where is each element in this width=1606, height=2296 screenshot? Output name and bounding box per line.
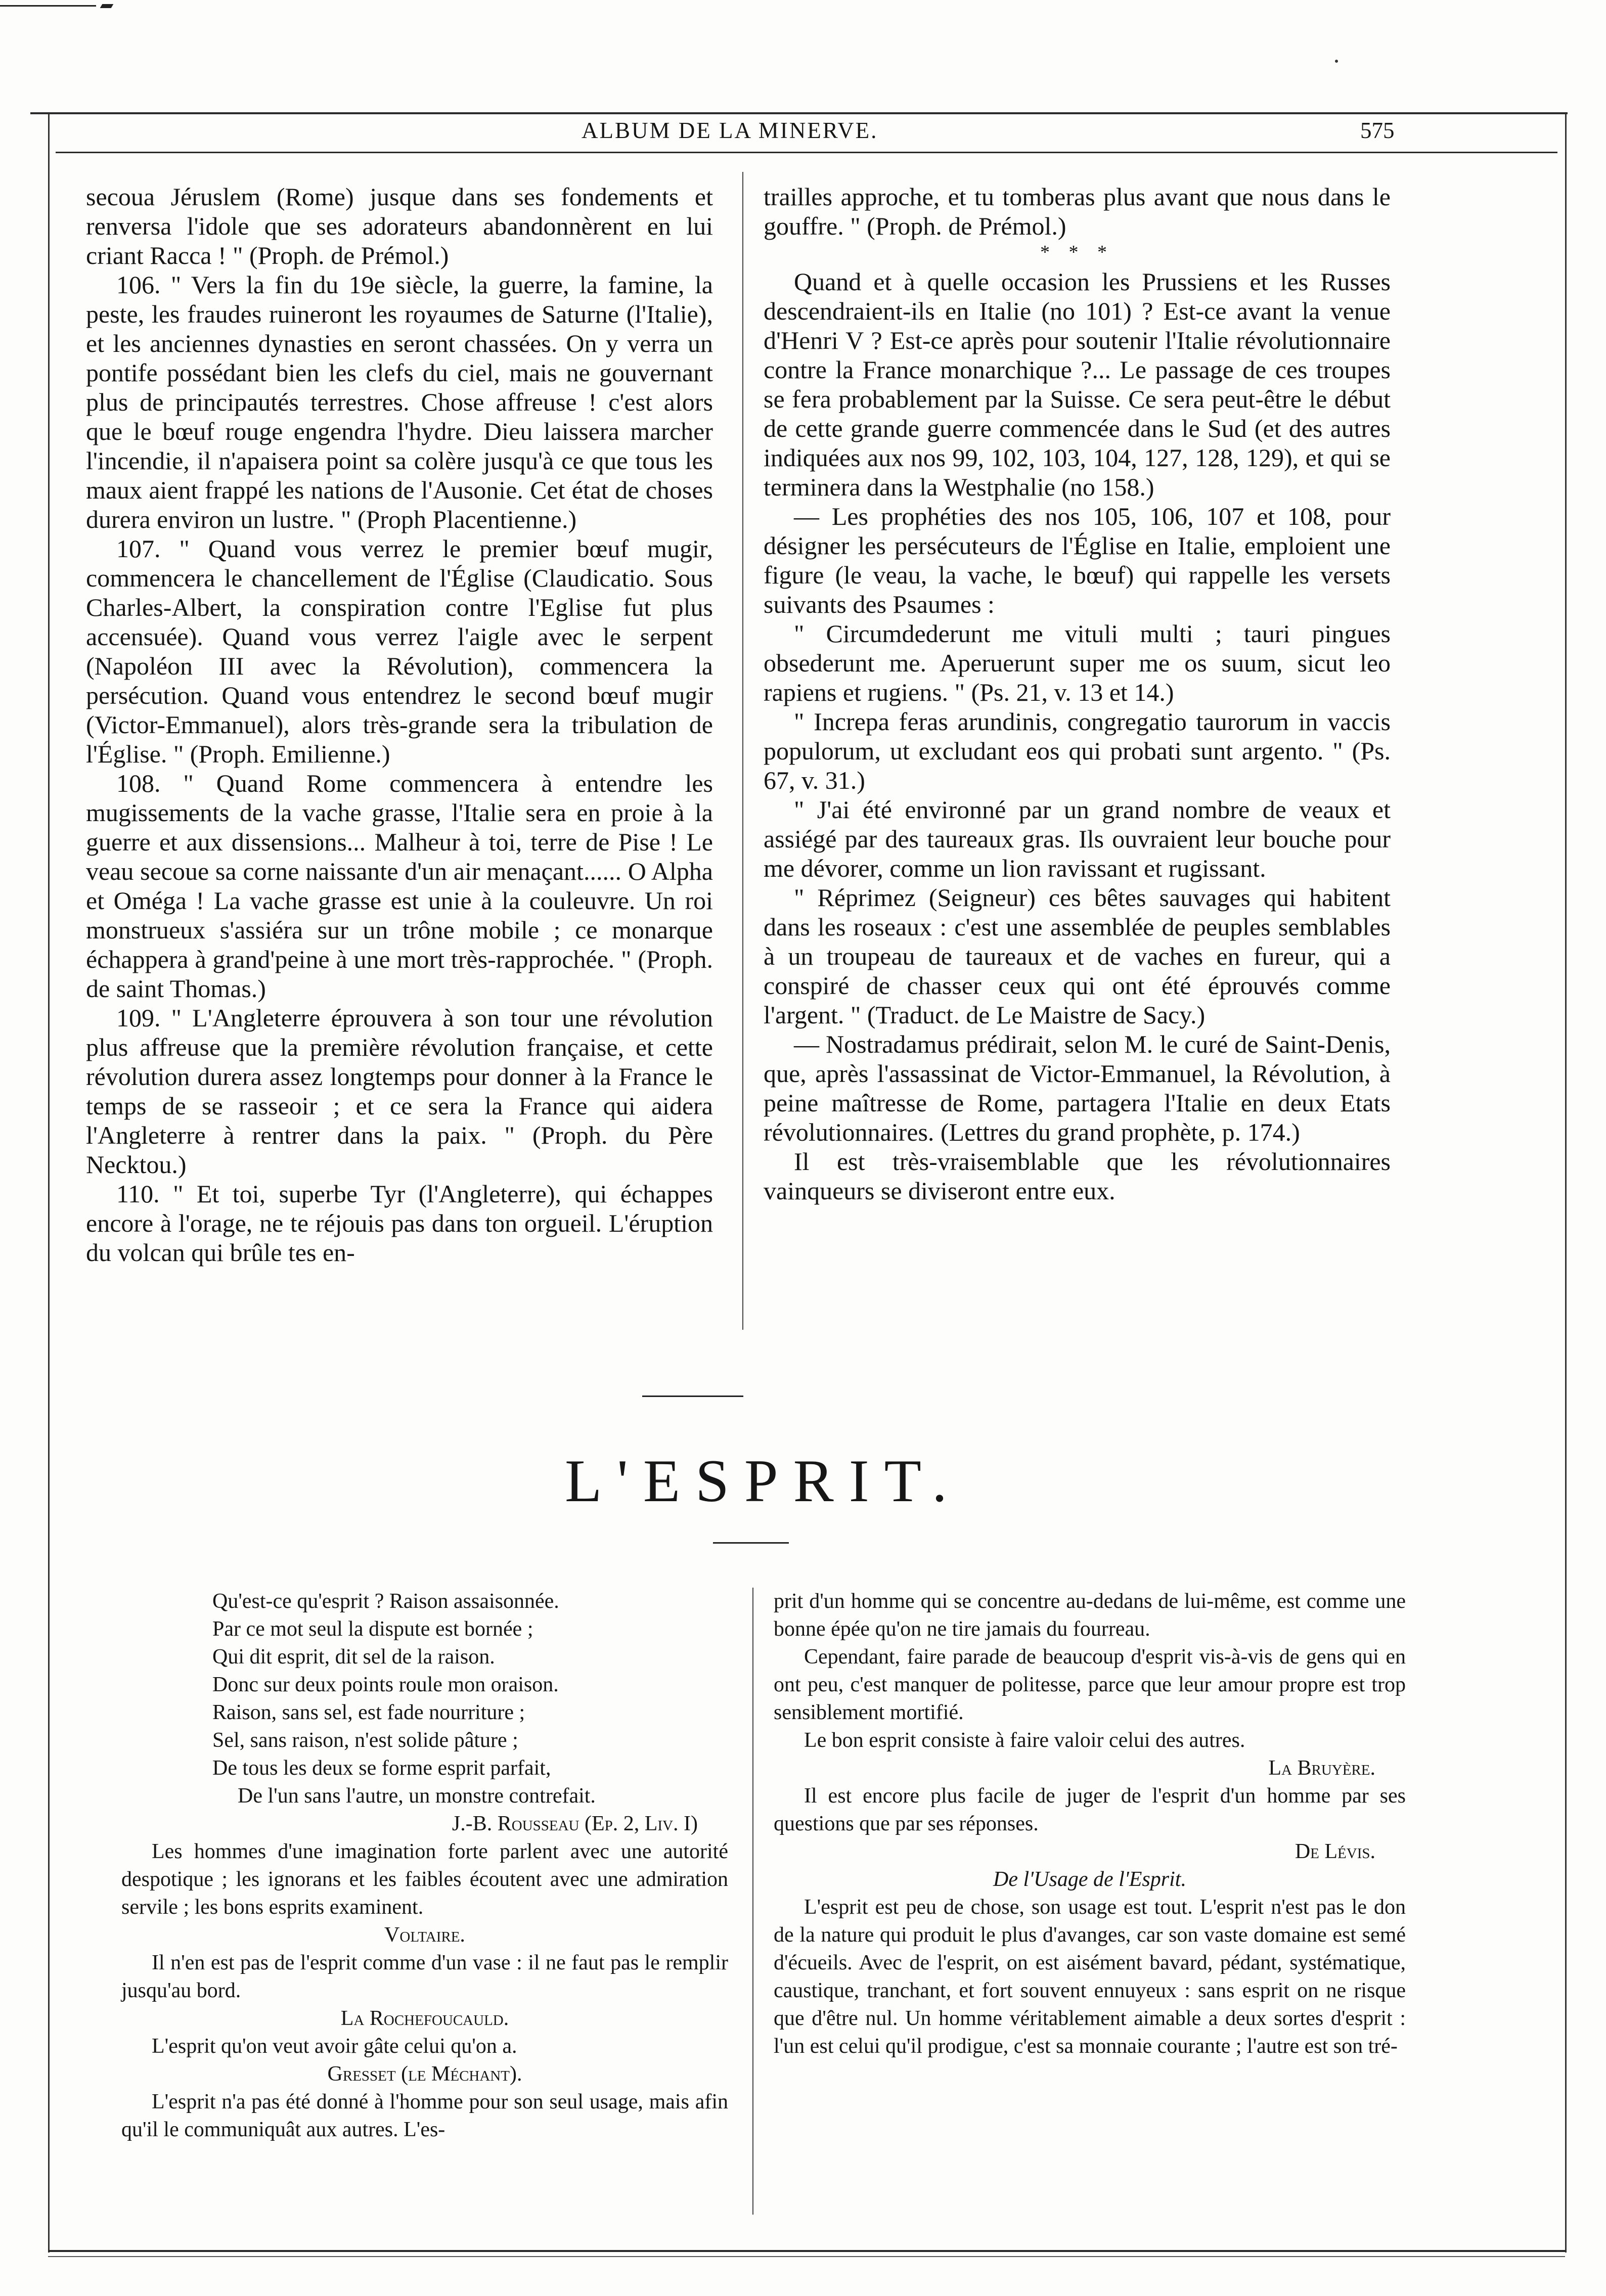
scan-edge-mark bbox=[0, 5, 96, 7]
quote-author: De Lévis. bbox=[1295, 1840, 1375, 1863]
quote: L'esprit n'a pas été donné à l'homme pour son seul usage, mais afin qu'il le communiquât aux autres. L'es- bbox=[121, 2090, 728, 2141]
column-divider bbox=[752, 1588, 753, 2215]
top-right-column bbox=[764, 182, 1391, 1205]
page-frame-bottom bbox=[48, 2250, 1565, 2252]
quote: Il n'en est pas de l'esprit comme d'un vase : il ne faut pas le remplir jusqu'au bord. bbox=[121, 1951, 728, 2002]
poem-line: Qui dit esprit, dit sel de la raison. bbox=[212, 1645, 495, 1669]
bottom-right-column bbox=[774, 1588, 1406, 2060]
poem-line: Par ce mot seul la dispute est bornée ; bbox=[212, 1617, 533, 1641]
paragraph: " J'ai été environné par un grand nombre de veaux et assiégé par des taureaux gras. Ils ouvraient leur bouche pour me dévorer, comme un lion ravissant et rugissant. bbox=[764, 795, 1391, 882]
subheading: De l'Usage de l'Esprit. bbox=[993, 1868, 1186, 1891]
poem-line: Donc sur deux points roule mon oraison. bbox=[212, 1673, 559, 1696]
paragraph: trailles approche, et tu tomberas plus avant que nous dans le gouffre. " (Proph. de Prémol.) bbox=[764, 183, 1391, 240]
paragraph: L'esprit est peu de chose, son usage est tout. L'esprit n'est pas le don de la nature qui produit le plus d'avanges, car son vaste domaine est semé d'écueils. Avec de l'esprit, on est aisément bavard, pédant, systématique, caustique, tranchant, et fort souvent ennuyeux : sans esprit on ne risque que d'être nul. Un homme véritablement aimable a deux sortes d'esprit : l'un est celui qu'il prodigue, c'est sa monnaie courante ; l'autre est son tré- bbox=[774, 1896, 1406, 2058]
asterism-separator: * * * bbox=[1040, 242, 1114, 263]
paragraph: 107. " Quand vous verrez le premier bœuf mugir, commencera le chancellement de l'Église (Claudicatio. Sous Charles-Albert, la conspiration contre l'Eglise fut plus accensuée). Quand vous verrez l'aigle avec le serpent (Napoléon III avec la Révolution), commencera la persécution. Quand vous entendrez le second bœuf mugir (Victor-Emmanuel), alors très-grande sera la tribulation de l'Église. " (Proph. Emilienne.) bbox=[86, 534, 713, 768]
quote-author: Voltaire. bbox=[384, 1923, 465, 1947]
poem-attribution: J.-B. Rousseau (Ep. 2, Liv. I) bbox=[452, 1812, 698, 1835]
page-frame-right bbox=[1565, 114, 1567, 2253]
poem-line: Sel, sans raison, n'est solide pâture ; bbox=[212, 1729, 518, 1752]
paragraph: prit d'un homme qui se concentre au-dedans de lui-même, est comme une bonne épée qu'on ne tire jamais du fourreau. bbox=[774, 1590, 1406, 1641]
poem bbox=[121, 1588, 728, 1810]
page-number: 575 bbox=[1360, 118, 1395, 143]
paragraph: Quand et à quelle occasion les Prussiens et les Russes descendraient-ils en Italie (no 101) ? Est-ce avant la venue d'Henri V ? Est-ce après pour soutenir l'Italie révolutionnaire contre la France monarchique ?... Le passage de ces troupes se fera probablement par la Suisse. Ce sera peut-être le début de cette grande guerre commencée dans le Sud (et des autres indiquées aux nos 99, 102, 103, 104, 127, 128, 129), et qui se terminera dans la Westphalie (no 158.) bbox=[764, 267, 1391, 501]
paragraph: " Increpa feras arundinis, congregatio taurorum in vaccis populorum, ut excludant eos qui probati sunt argento. " (Ps. 67, v. 31.) bbox=[764, 707, 1391, 794]
top-left-column bbox=[86, 182, 713, 1267]
bottom-left-column bbox=[121, 1588, 728, 2144]
poem-line: Qu'est-ce qu'esprit ? Raison assaisonnée. bbox=[212, 1590, 559, 1613]
quote-author: Gresset (le Méchant). bbox=[327, 2062, 522, 2086]
paragraph: — Nostradamus prédirait, selon M. le curé de Saint-Denis, que, après l'assassinat de Victor-Emmanuel, la Révolution, à peine maîtresse de Rome, partagera l'Italie en deux Etats révolutionnaires. (Lettres du grand prophète, p. 174.) bbox=[764, 1030, 1391, 1146]
quote: L'esprit qu'on veut avoir gâte celui qu'on a. bbox=[152, 2035, 517, 2058]
paragraph: secoua Jérusle​m (Rome) jusque dans ses fondements et renversa l'idole que ses adorateurs abandonnèrent en lui criant Racca ! " (Proph. de Prémol.) bbox=[86, 183, 713, 269]
ink-speck bbox=[1335, 60, 1338, 63]
page-frame-top bbox=[30, 112, 1568, 114]
paragraph: 108. " Quand Rome commencera à entendre les mugissements de la vache grasse, l'Italie sera en proie à la guerre et aux dissensions... Malheur à toi, terre de Pise ! Le veau secoue sa corne naissante d'un air menaçant...... O Alpha et Oméga ! La vache grasse est unie à la couleuvre. Un roi monstrueux s'assiéra sur un trône mobile ; ce monarque échappera à grand'peine à une mort très-rapprochée. " (Proph. de saint Thomas.) bbox=[86, 769, 713, 1003]
paragraph: 106. " Vers la fin du 19e siècle, la guerre, la famine, la peste, les fraudes ruineront les royaumes de Saturne (l'Italie), et les anciennes dynasties en seront chassées. On y verra un pontife possédant bien les clefs du ciel, mais ne gouvernant plus de principautés terrestres. Chose affreuse ! c'est alors que le bœuf rouge engendra l'hydre. Dieu laissera marcher l'incendie, il n'apaisera point sa colère jusqu'à ce que tous les maux aient frappé les nations de l'Ausonie. Cet état de choses durera environ un lustre. " (Proph Placentienne.) bbox=[86, 271, 713, 533]
quote-author: La Bruyère. bbox=[1268, 1757, 1375, 1780]
paragraph: Cependant, faire parade de beaucoup d'esprit vis-à-vis de gens qui en ont peu, c'est manquer de politesse, parce que leur amour propre est trop sensiblement mortifié. bbox=[774, 1645, 1406, 1724]
paragraph: Le bon esprit consiste à faire valoir celui des autres. bbox=[804, 1729, 1245, 1752]
page-frame-left bbox=[48, 114, 50, 2253]
paragraph: Il est encore plus facile de juger de l'esprit d'un homme par ses questions que par ses réponses. bbox=[774, 1784, 1406, 1835]
paragraph: 110. " Et toi, superbe Tyr (l'Angleterre), qui échappes encore à l'orage, ne te réjouis pas dans ton orgueil. L'éruption du volcan qui brûle tes en- bbox=[86, 1180, 713, 1267]
paragraph: " Circumdederunt me vituli multi ; tauri pingues obsederunt me. Aperuerunt super me os suum, sicut leo rapiens et rugiens. " (Ps. 21, v. 13 et 14.) bbox=[764, 619, 1391, 706]
paragraph: Il est très-vraisemblable que les révolutionnaires vainqueurs se diviseront entre eux. bbox=[764, 1147, 1391, 1205]
poem-line: Raison, sans sel, est fade nourriture ; bbox=[212, 1701, 525, 1724]
column-divider bbox=[742, 172, 743, 1330]
page-frame-bottom-double bbox=[48, 2256, 1565, 2257]
paragraph: 109. " L'Angleterre éprouvera à son tour une révolution plus affreuse que la première révolution française, et cette révolution durera assez longtemps pour donner à la France le temps de se rasseoir ; et ce sera la France qui aidera l'Angleterre à rentrer dans la paix. " (Proph. du Père Necktou.) bbox=[86, 1004, 713, 1179]
poem-line: De l'un sans l'autre, un monstre contrefait. bbox=[238, 1784, 596, 1808]
scan-edge-mark bbox=[100, 4, 114, 8]
paragraph: " Réprimez (Seigneur) ces bêtes sauvages qui habitent dans les roseaux : c'est une assemblée de peuples semblables à un troupeau de taureaux et de vaches en fureur, qui a conspiré de chasser ceux qui ont été éprouvés comme l'argent. " (Traduct. de Le Maistre de Sacy.) bbox=[764, 883, 1391, 1029]
running-title: ALBUM DE LA MINERVE. bbox=[582, 118, 878, 143]
quote: Les hommes d'une imagination forte parlent avec une autorité despotique ; les ignorans et les faibles écoutent avec une admiration servile ; les bons esprits examinent. bbox=[121, 1840, 728, 1919]
section-title: L'ESPRIT. bbox=[564, 1447, 963, 1514]
section-rule-above bbox=[642, 1395, 743, 1397]
header-rule bbox=[56, 152, 1557, 153]
section-rule-below bbox=[713, 1542, 789, 1544]
paragraph: — Les prophéties des nos 105, 106, 107 et 108, pour désigner les persécuteurs de l'Église en Italie, emploient une figure (le veau, la vache, le bœuf) qui rappelle les versets suivants des Psaumes : bbox=[764, 502, 1391, 618]
poem-line: De tous les deux se forme esprit parfait, bbox=[212, 1757, 551, 1780]
quote-author: La Rochefoucauld. bbox=[340, 2007, 509, 2030]
